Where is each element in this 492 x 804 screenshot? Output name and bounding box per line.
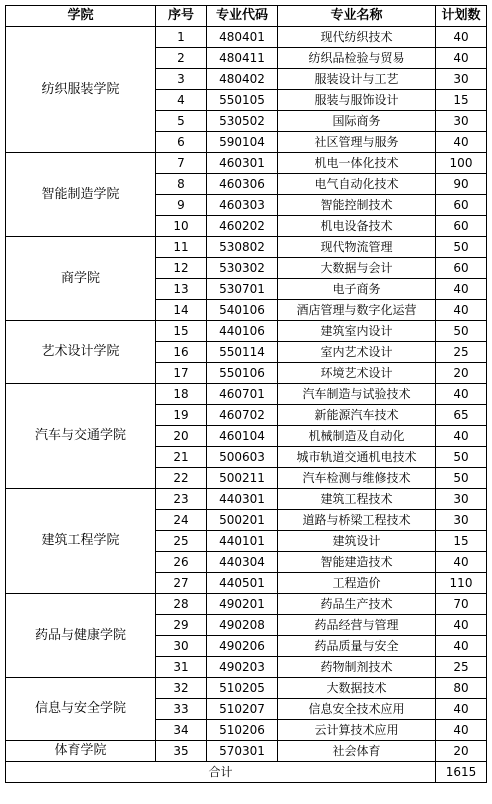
plan-count-cell: 40 bbox=[436, 720, 487, 741]
college-cell: 建筑工程学院 bbox=[6, 489, 156, 594]
seq-cell: 12 bbox=[156, 258, 207, 279]
table-row bbox=[6, 27, 487, 48]
major-name-cell: 道路与桥梁工程技术 bbox=[278, 510, 436, 531]
plan-count-cell: 60 bbox=[436, 195, 487, 216]
major-name-cell: 电气自动化技术 bbox=[278, 174, 436, 195]
major-name-cell: 建筑室内设计 bbox=[278, 321, 436, 342]
seq-cell: 14 bbox=[156, 300, 207, 321]
seq-cell: 26 bbox=[156, 552, 207, 573]
major-name-cell: 云计算技术应用 bbox=[278, 720, 436, 741]
code-cell: 550106 bbox=[207, 363, 278, 384]
plan-count-cell: 100 bbox=[436, 153, 487, 174]
code-cell: 530701 bbox=[207, 279, 278, 300]
table-body bbox=[6, 27, 487, 762]
college-cell: 纺织服装学院 bbox=[6, 27, 156, 153]
plan-count-cell: 40 bbox=[436, 300, 487, 321]
plan-count-cell: 65 bbox=[436, 405, 487, 426]
college-cell: 信息与安全学院 bbox=[6, 678, 156, 741]
header-count: 计划数 bbox=[436, 6, 487, 27]
table-row bbox=[6, 594, 487, 615]
seq-cell: 4 bbox=[156, 90, 207, 111]
plan-count-cell: 20 bbox=[436, 363, 487, 384]
seq-cell: 20 bbox=[156, 426, 207, 447]
seq-cell: 30 bbox=[156, 636, 207, 657]
major-name-cell: 社会体育 bbox=[278, 741, 436, 762]
header-row bbox=[6, 6, 487, 27]
major-name-cell: 信息安全技术应用 bbox=[278, 699, 436, 720]
code-cell: 490208 bbox=[207, 615, 278, 636]
major-name-cell: 智能控制技术 bbox=[278, 195, 436, 216]
code-cell: 550105 bbox=[207, 90, 278, 111]
plan-count-cell: 40 bbox=[436, 552, 487, 573]
seq-cell: 15 bbox=[156, 321, 207, 342]
college-cell: 商学院 bbox=[6, 237, 156, 321]
major-name-cell: 药品经营与管理 bbox=[278, 615, 436, 636]
table-row bbox=[6, 489, 487, 510]
seq-cell: 19 bbox=[156, 405, 207, 426]
plan-count-cell: 60 bbox=[436, 258, 487, 279]
header-name: 专业名称 bbox=[278, 6, 436, 27]
major-name-cell: 酒店管理与数字化运营 bbox=[278, 300, 436, 321]
plan-count-cell: 40 bbox=[436, 27, 487, 48]
code-cell: 490203 bbox=[207, 657, 278, 678]
code-cell: 490206 bbox=[207, 636, 278, 657]
code-cell: 490201 bbox=[207, 594, 278, 615]
seq-cell: 22 bbox=[156, 468, 207, 489]
plan-count-cell: 30 bbox=[436, 111, 487, 132]
college-cell: 汽车与交通学院 bbox=[6, 384, 156, 489]
major-name-cell: 智能建造技术 bbox=[278, 552, 436, 573]
seq-cell: 34 bbox=[156, 720, 207, 741]
code-cell: 440106 bbox=[207, 321, 278, 342]
major-name-cell: 机电一体化技术 bbox=[278, 153, 436, 174]
major-name-cell: 新能源汽车技术 bbox=[278, 405, 436, 426]
code-cell: 460303 bbox=[207, 195, 278, 216]
major-name-cell: 室内艺术设计 bbox=[278, 342, 436, 363]
seq-cell: 3 bbox=[156, 69, 207, 90]
total-count: 1615 bbox=[436, 762, 487, 783]
major-name-cell: 电子商务 bbox=[278, 279, 436, 300]
code-cell: 440501 bbox=[207, 573, 278, 594]
major-name-cell: 现代物流管理 bbox=[278, 237, 436, 258]
code-cell: 480402 bbox=[207, 69, 278, 90]
code-cell: 500603 bbox=[207, 447, 278, 468]
code-cell: 500201 bbox=[207, 510, 278, 531]
code-cell: 440301 bbox=[207, 489, 278, 510]
major-name-cell: 药品质量与安全 bbox=[278, 636, 436, 657]
plan-count-cell: 30 bbox=[436, 69, 487, 90]
plan-count-cell: 25 bbox=[436, 342, 487, 363]
major-name-cell: 现代纺织技术 bbox=[278, 27, 436, 48]
seq-cell: 13 bbox=[156, 279, 207, 300]
seq-cell: 35 bbox=[156, 741, 207, 762]
total-row bbox=[6, 762, 487, 783]
code-cell: 510205 bbox=[207, 678, 278, 699]
code-cell: 510207 bbox=[207, 699, 278, 720]
plan-count-cell: 110 bbox=[436, 573, 487, 594]
plan-count-cell: 30 bbox=[436, 510, 487, 531]
major-name-cell: 服装设计与工艺 bbox=[278, 69, 436, 90]
seq-cell: 2 bbox=[156, 48, 207, 69]
plan-count-cell: 40 bbox=[436, 615, 487, 636]
header-seq: 序号 bbox=[156, 6, 207, 27]
seq-cell: 16 bbox=[156, 342, 207, 363]
seq-cell: 11 bbox=[156, 237, 207, 258]
seq-cell: 24 bbox=[156, 510, 207, 531]
code-cell: 440101 bbox=[207, 531, 278, 552]
code-cell: 460702 bbox=[207, 405, 278, 426]
major-name-cell: 药品生产技术 bbox=[278, 594, 436, 615]
plan-count-cell: 40 bbox=[436, 48, 487, 69]
table-row bbox=[6, 153, 487, 174]
major-name-cell: 药物制剂技术 bbox=[278, 657, 436, 678]
code-cell: 530802 bbox=[207, 237, 278, 258]
table-row bbox=[6, 741, 487, 762]
plan-count-cell: 70 bbox=[436, 594, 487, 615]
plan-count-cell: 60 bbox=[436, 216, 487, 237]
code-cell: 480411 bbox=[207, 48, 278, 69]
seq-cell: 6 bbox=[156, 132, 207, 153]
code-cell: 530302 bbox=[207, 258, 278, 279]
code-cell: 540106 bbox=[207, 300, 278, 321]
major-name-cell: 汽车检测与维修技术 bbox=[278, 468, 436, 489]
code-cell: 530502 bbox=[207, 111, 278, 132]
table-row bbox=[6, 237, 487, 258]
major-name-cell: 机电设备技术 bbox=[278, 216, 436, 237]
plan-count-cell: 50 bbox=[436, 447, 487, 468]
code-cell: 460306 bbox=[207, 174, 278, 195]
seq-cell: 29 bbox=[156, 615, 207, 636]
major-name-cell: 社区管理与服务 bbox=[278, 132, 436, 153]
code-cell: 550114 bbox=[207, 342, 278, 363]
seq-cell: 32 bbox=[156, 678, 207, 699]
plan-count-cell: 40 bbox=[436, 132, 487, 153]
code-cell: 460701 bbox=[207, 384, 278, 405]
seq-cell: 7 bbox=[156, 153, 207, 174]
plan-count-cell: 80 bbox=[436, 678, 487, 699]
major-name-cell: 汽车制造与试验技术 bbox=[278, 384, 436, 405]
major-name-cell: 纺织品检验与贸易 bbox=[278, 48, 436, 69]
plan-count-cell: 25 bbox=[436, 657, 487, 678]
seq-cell: 23 bbox=[156, 489, 207, 510]
seq-cell: 21 bbox=[156, 447, 207, 468]
major-name-cell: 建筑工程技术 bbox=[278, 489, 436, 510]
plan-count-cell: 15 bbox=[436, 90, 487, 111]
seq-cell: 27 bbox=[156, 573, 207, 594]
college-cell: 智能制造学院 bbox=[6, 153, 156, 237]
seq-cell: 31 bbox=[156, 657, 207, 678]
major-name-cell: 工程造价 bbox=[278, 573, 436, 594]
code-cell: 570301 bbox=[207, 741, 278, 762]
plan-count-cell: 40 bbox=[436, 384, 487, 405]
seq-cell: 18 bbox=[156, 384, 207, 405]
code-cell: 480401 bbox=[207, 27, 278, 48]
plan-count-cell: 40 bbox=[436, 426, 487, 447]
plan-count-cell: 90 bbox=[436, 174, 487, 195]
plan-count-cell: 50 bbox=[436, 468, 487, 489]
code-cell: 510206 bbox=[207, 720, 278, 741]
total-label: 合计 bbox=[6, 762, 436, 783]
seq-cell: 33 bbox=[156, 699, 207, 720]
major-name-cell: 服装与服饰设计 bbox=[278, 90, 436, 111]
college-cell: 药品与健康学院 bbox=[6, 594, 156, 678]
code-cell: 460202 bbox=[207, 216, 278, 237]
plan-count-cell: 40 bbox=[436, 699, 487, 720]
enrollment-plan-table-wrapper bbox=[5, 5, 487, 783]
seq-cell: 8 bbox=[156, 174, 207, 195]
plan-count-cell: 50 bbox=[436, 237, 487, 258]
code-cell: 460104 bbox=[207, 426, 278, 447]
major-name-cell: 建筑设计 bbox=[278, 531, 436, 552]
seq-cell: 25 bbox=[156, 531, 207, 552]
plan-count-cell: 50 bbox=[436, 321, 487, 342]
seq-cell: 5 bbox=[156, 111, 207, 132]
code-cell: 590104 bbox=[207, 132, 278, 153]
major-name-cell: 大数据技术 bbox=[278, 678, 436, 699]
college-cell: 体育学院 bbox=[6, 741, 156, 762]
seq-cell: 9 bbox=[156, 195, 207, 216]
seq-cell: 1 bbox=[156, 27, 207, 48]
plan-count-cell: 20 bbox=[436, 741, 487, 762]
seq-cell: 28 bbox=[156, 594, 207, 615]
code-cell: 440304 bbox=[207, 552, 278, 573]
table-row bbox=[6, 678, 487, 699]
seq-cell: 10 bbox=[156, 216, 207, 237]
plan-count-cell: 40 bbox=[436, 279, 487, 300]
major-name-cell: 机械制造及自动化 bbox=[278, 426, 436, 447]
major-name-cell: 大数据与会计 bbox=[278, 258, 436, 279]
major-name-cell: 环境艺术设计 bbox=[278, 363, 436, 384]
table-row bbox=[6, 321, 487, 342]
enrollment-plan-table bbox=[5, 5, 487, 783]
code-cell: 460301 bbox=[207, 153, 278, 174]
header-code: 专业代码 bbox=[207, 6, 278, 27]
header-college: 学院 bbox=[6, 6, 156, 27]
seq-cell: 17 bbox=[156, 363, 207, 384]
plan-count-cell: 15 bbox=[436, 531, 487, 552]
plan-count-cell: 30 bbox=[436, 489, 487, 510]
code-cell: 500211 bbox=[207, 468, 278, 489]
major-name-cell: 国际商务 bbox=[278, 111, 436, 132]
plan-count-cell: 40 bbox=[436, 636, 487, 657]
table-row bbox=[6, 384, 487, 405]
college-cell: 艺术设计学院 bbox=[6, 321, 156, 384]
major-name-cell: 城市轨道交通机电技术 bbox=[278, 447, 436, 468]
